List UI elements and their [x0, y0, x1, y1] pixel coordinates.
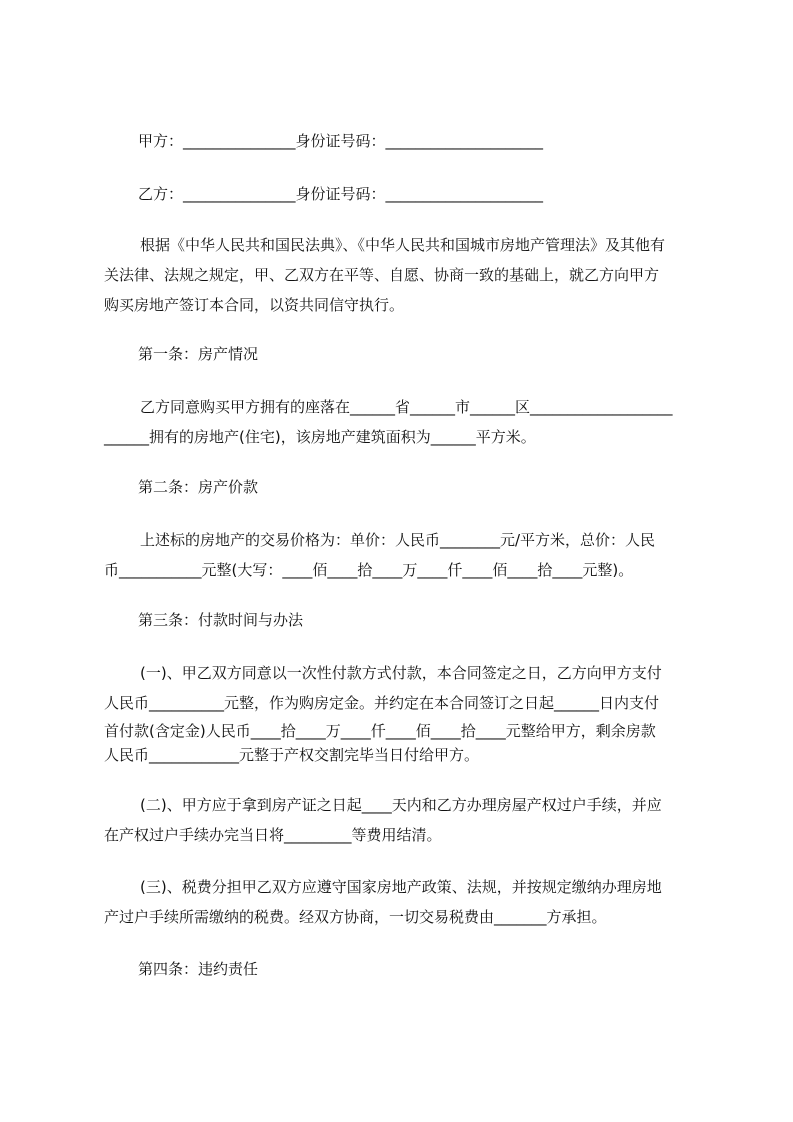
- article1-line-2: ______拥有的房地产(住宅)，该房地产建筑面积为______平方米。: [104, 428, 536, 446]
- article2-line-2: 币___________元整(大写：____佰____拾____万____仟____佰____拾____元整)。: [104, 561, 634, 579]
- party-a-line: 甲方：_______________身份证号码：_____________________: [138, 132, 544, 150]
- party-b-line: 乙方：_______________身份证号码：_____________________: [138, 185, 544, 203]
- article3-clause3-line-1: (三)、税费分担甲乙双方应遵守国家房地产政策、法规，并按规定缴纳办理房地: [140, 878, 662, 896]
- preamble-line-3: 购买房地产签订本合同，以资共同信守执行。: [104, 296, 405, 314]
- article2-title: 第二条：房产价款: [138, 478, 259, 496]
- preamble-line-1: 根据《中华人民共和国民法典》、《中华人民共和国城市房地产管理法》及其他有: [140, 236, 666, 254]
- article3-clause3-line-2: 产过户手续所需缴纳的税费。经双方协商，一切交易税费由_______方承担。: [104, 908, 607, 926]
- article3-clause2-line-2: 在产权过户手续办完当日将_________等费用结清。: [104, 826, 442, 844]
- article3-clause1-line-3: 首付款(含定金)人民币____拾____万____仟____佰____拾____元整给甲方，剩余房款: [104, 722, 656, 740]
- article3-clause2-line-1: (二)、甲方应于拿到房产证之日起____天内和乙方办理房屋产权过户手续，并应: [140, 796, 662, 814]
- article3-clause1-line-4: 人民币____________元整于产权交割完毕当日付给甲方。: [104, 746, 480, 764]
- article4-title: 第四条：违约责任: [138, 960, 259, 978]
- article3-clause1-line-1: (一)、甲乙双方同意以一次性付款方式付款，本合同签定之日，乙方向甲方支付: [140, 664, 662, 682]
- preamble-line-2: 关法律、法规之规定，甲、乙双方在平等、自愿、协商一致的基础上，就乙方向甲方: [104, 266, 660, 284]
- article2-line-1: 上述标的房地产的交易价格为：单价：人民币________元/平方米，总价：人民: [140, 531, 656, 549]
- article1-line-1: 乙方同意购买甲方拥有的座落在______省______市______区___________________: [140, 398, 673, 416]
- article3-clause1-line-2: 人民币__________元整，作为购房定金。并约定在本合同签订之日起______日内支付: [104, 694, 660, 712]
- article1-title: 第一条：房产情况: [138, 345, 259, 363]
- article3-title: 第三条：付款时间与办法: [138, 611, 304, 629]
